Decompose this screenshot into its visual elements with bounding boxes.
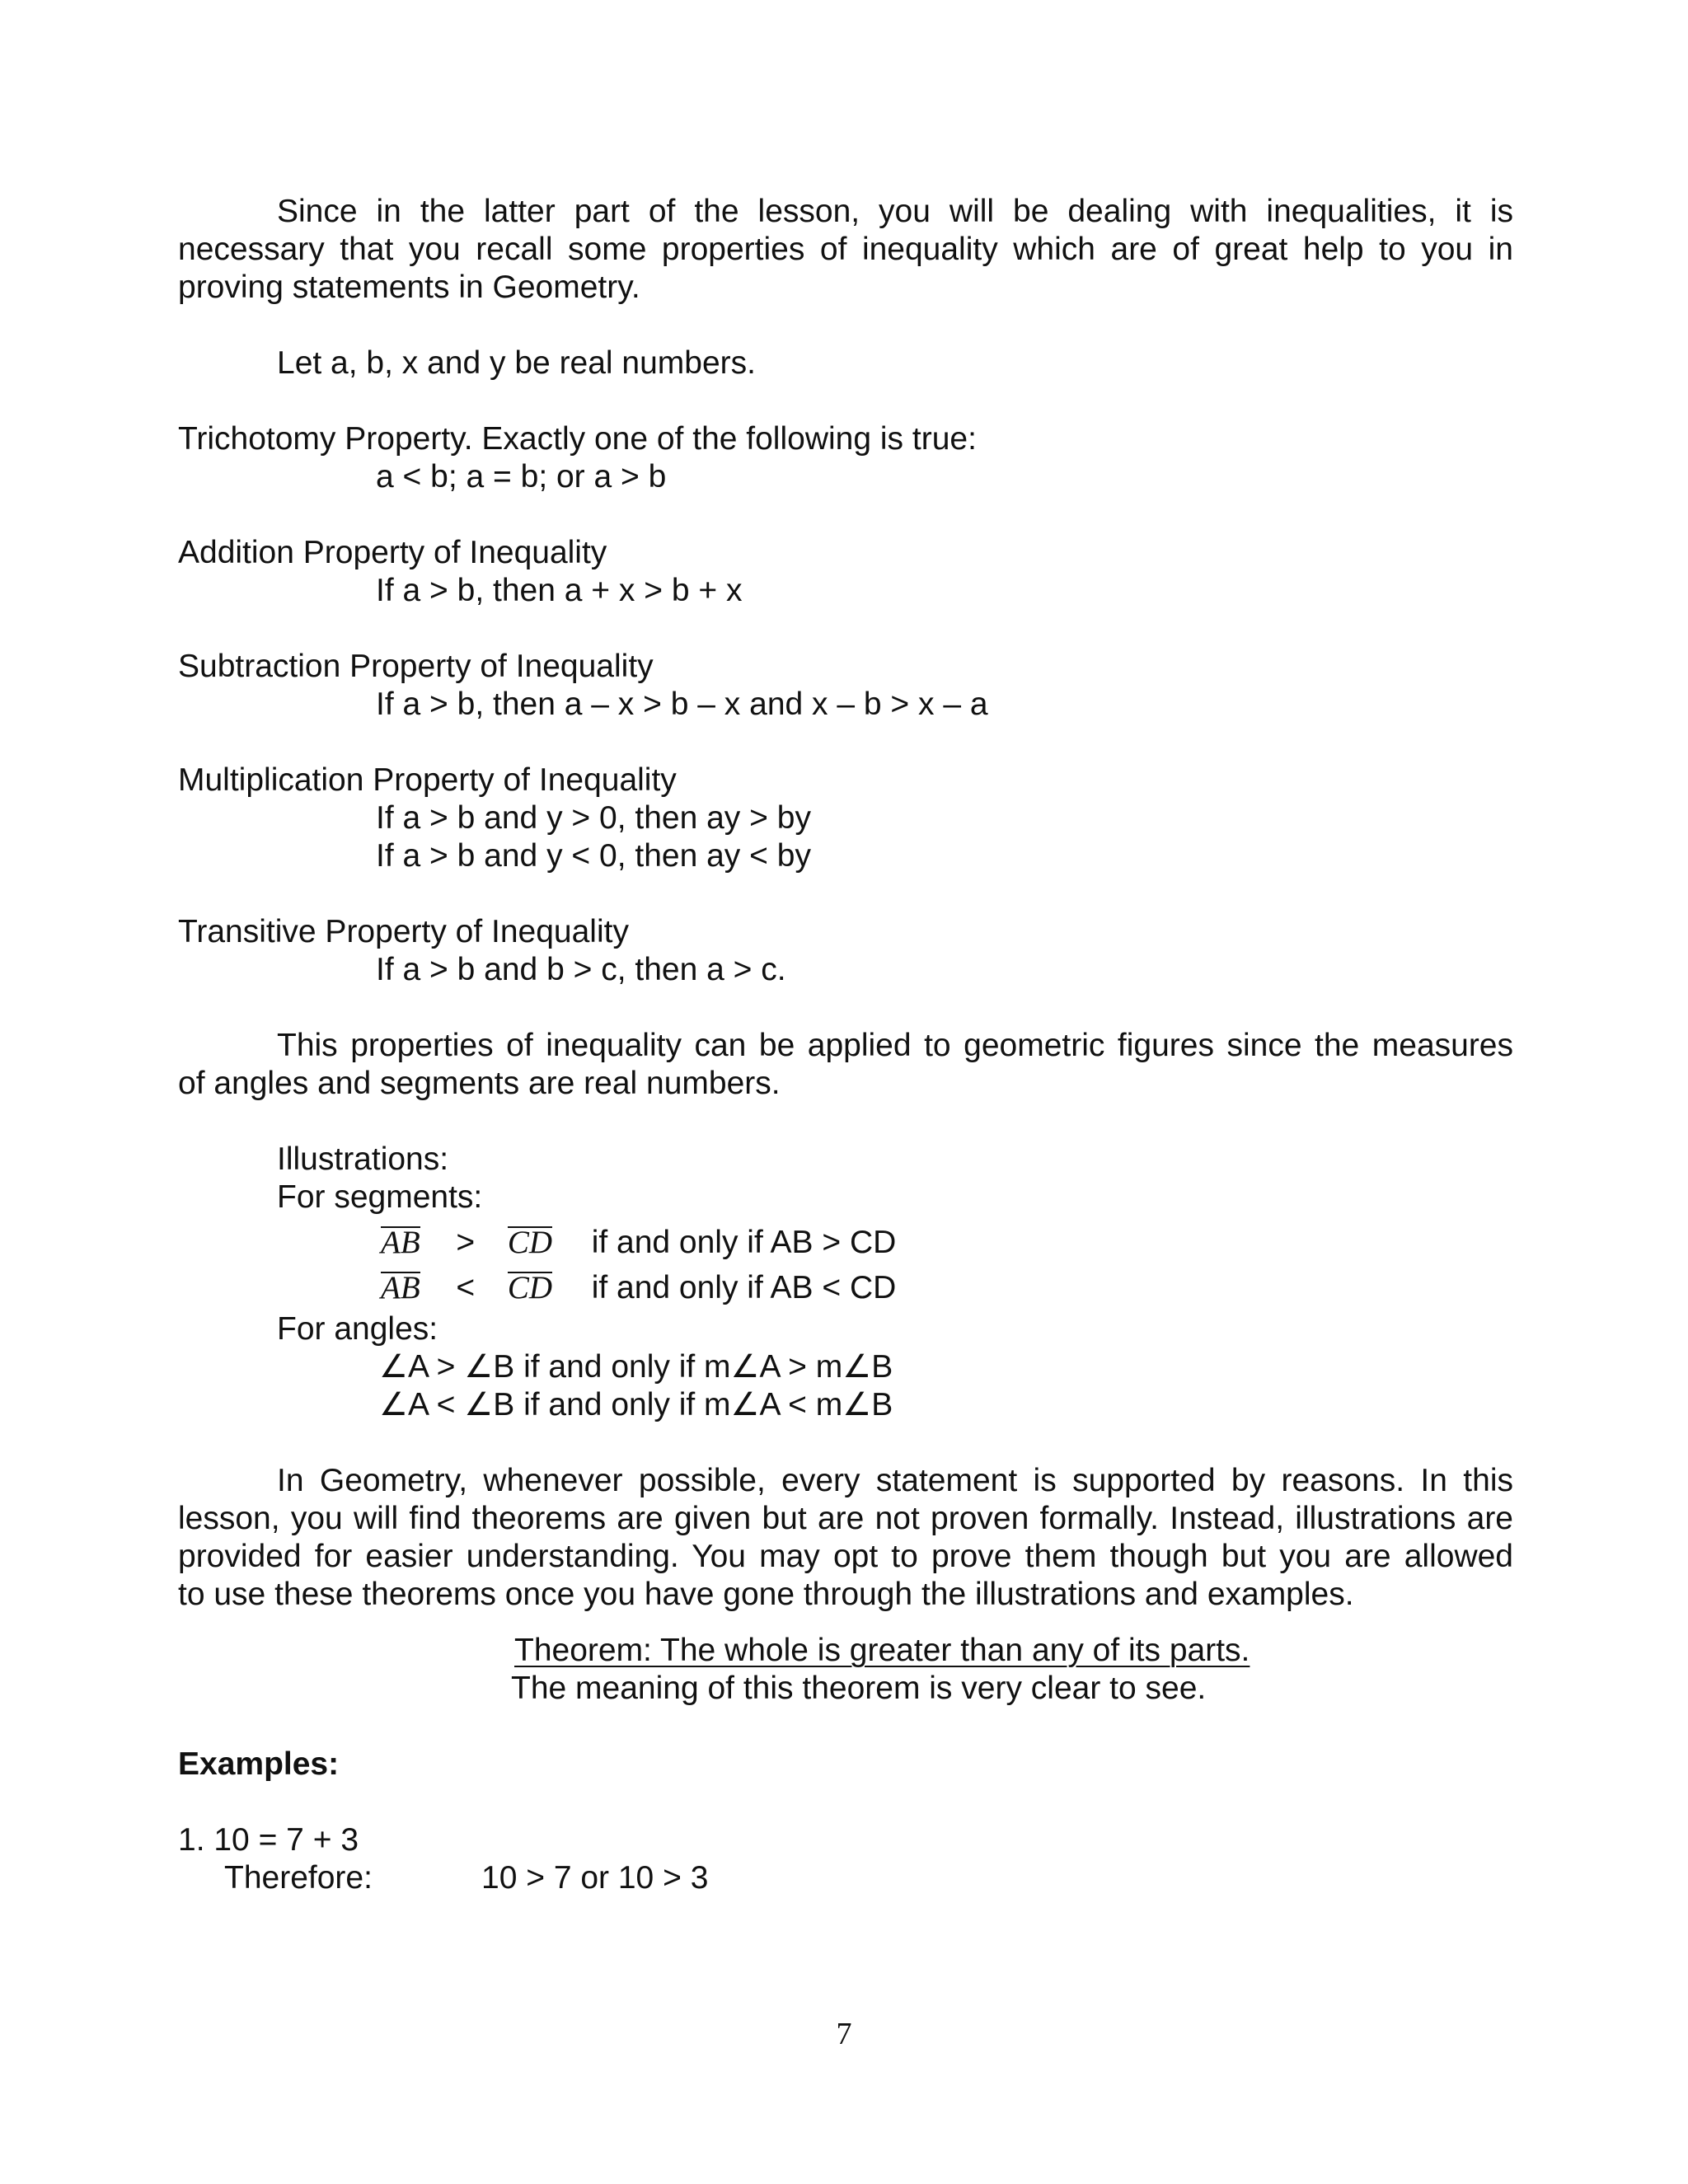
page-number: 7 — [836, 2017, 852, 2051]
applied-line-2: of angles and segments are real numbers. — [178, 1066, 781, 1101]
multiplication-line-1: If a > b and y > 0, then ay > by — [376, 800, 811, 836]
angles-heading: For angles: — [277, 1311, 438, 1347]
example-item-1: 1. 10 = 7 + 3 — [178, 1822, 359, 1858]
theorem-title: Theorem: The whole is greater than any of its parts. — [514, 1633, 1250, 1668]
segment-row-2 — [381, 1269, 896, 1307]
transitive-title: Transitive Property of Inequality — [178, 914, 629, 949]
segment-row-1 — [381, 1224, 896, 1262]
trichotomy-title: Trichotomy Property. Exactly one of the following is true: — [178, 421, 977, 457]
trichotomy-line: a < b; a = b; or a > b — [376, 459, 667, 494]
intro-line-2: necessary that you recall some properties of inequality which are of great help to you in — [178, 232, 1513, 267]
segment-op: < — [456, 1270, 476, 1305]
let-statement: Let a, b, x and y be real numbers. — [277, 345, 757, 381]
segment-ab-bar: AB — [381, 1270, 420, 1305]
illustrations-heading: Illustrations: — [277, 1141, 449, 1177]
theorem-meaning: The meaning of this theorem is very clear to see. — [511, 1671, 1207, 1706]
therefore-value: 10 > 7 or 10 > 3 — [481, 1860, 709, 1896]
addition-title: Addition Property of Inequality — [178, 535, 607, 570]
transitive-line: If a > b and b > c, then a > c. — [376, 952, 786, 987]
angle-row-1: ∠A > ∠B if and only if m∠A > m∠B — [379, 1349, 893, 1385]
intro-line-1: Since in the latter part of the lesson, you will be dealing with inequalities, it is — [277, 194, 1513, 229]
geometry-paragraph — [178, 1462, 1513, 1614]
applied-line-1: This properties of inequality can be applied to geometric figures since the measures — [277, 1028, 1513, 1063]
applied-paragraph — [178, 1027, 1513, 1103]
multiplication-line-2: If a > b and y < 0, then ay < by — [376, 838, 811, 874]
intro-line-3: proving statements in Geometry. — [178, 269, 640, 305]
segment-ab-bar: AB — [381, 1225, 420, 1260]
geometry-line-1: In Geometry, whenever possible, every statement is supported by reasons. In this — [277, 1463, 1513, 1498]
segment-cd-bar: CD — [507, 1270, 552, 1305]
addition-line: If a > b, then a + x > b + x — [376, 573, 743, 608]
geometry-line-2: lesson, you will find theorems are given but are not proven formally. Instead, illustrations are — [178, 1501, 1513, 1536]
segment-condition: if and only if AB < CD — [591, 1270, 897, 1305]
examples-heading: Examples: — [178, 1746, 340, 1782]
intro-paragraph — [178, 193, 1513, 307]
geometry-line-3: provided for easier understanding. You may opt to prove them though but you are allowed — [178, 1539, 1513, 1574]
subtraction-title: Subtraction Property of Inequality — [178, 649, 654, 684]
therefore-label: Therefore: — [224, 1860, 373, 1896]
multiplication-title: Multiplication Property of Inequality — [178, 762, 677, 798]
segments-heading: For segments: — [277, 1179, 483, 1215]
segment-condition: if and only if AB > CD — [591, 1225, 897, 1260]
segment-op: > — [456, 1225, 476, 1260]
angle-row-2: ∠A < ∠B if and only if m∠A < m∠B — [379, 1387, 893, 1422]
segment-cd-bar: CD — [507, 1225, 552, 1260]
geometry-line-4: to use these theorems once you have gone through the illustrations and examples. — [178, 1577, 1354, 1612]
subtraction-line: If a > b, then a – x > b – x and x – b > x – a — [376, 687, 988, 722]
